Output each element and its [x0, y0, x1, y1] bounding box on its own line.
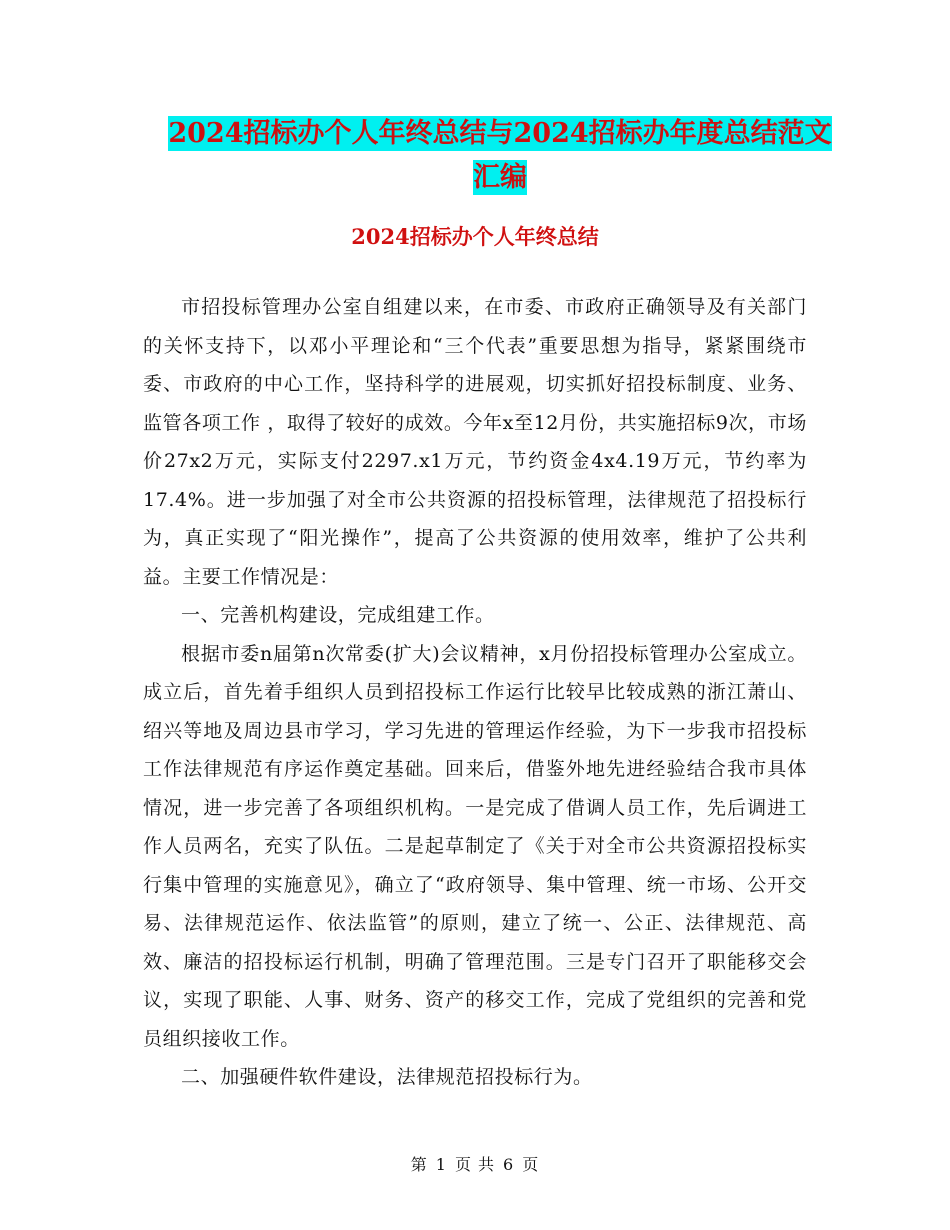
paragraph-heading-1: 一、完善机构建设，完成组建工作。: [181, 604, 495, 626]
title-line-1: 2024招标办个人年终总结与2024招标办年度总结范文: [168, 118, 832, 149]
footer-total-pages: 6: [503, 1155, 515, 1174]
page-footer: [0, 1154, 950, 1176]
paragraph-organization: 根据市委n届第n次常委(扩大)会议精神，x月份招投标管理办公室成立。成立后，首先着手组织人员到招投标工作运行比较早比较成熟的浙江萧山、绍兴等地及周边县市学习，学习先进的管理运作经验，为下一步我市招投标工作法律规范有序运作奠定基础。回来后，借鉴外地先进经验结合我市具体情况，进一步完善了各项组织机构。一是完成了借调人员工作，先后调进工作人员两名，充实了队伍。二是起草制定了《关于对全市公共资源招投标实行集中管理的实施意见》，确立了“政府领导、集中管理、统一市场、公开交易、法律规范运作、依法监管”的原则，建立了统一、公正、法律规范、高效、廉洁的招投标运行机制，明确了管理范围。三是专门召开了职能移交会议，实现了职能、人事、财务、资产的移交工作，完成了党组织的完善和党员组织接收工作。: [143, 642, 807, 1050]
footer-suffix: 页: [522, 1155, 540, 1174]
footer-page-number: 1: [435, 1155, 447, 1174]
footer-prefix: 第: [410, 1155, 428, 1174]
title-line-2: 汇编: [473, 162, 527, 193]
document-title: [130, 112, 870, 200]
document-body: [143, 288, 807, 1097]
paragraph-heading-2: 二、加强硬件软件建设，法律规范招投标行为。: [181, 1066, 593, 1088]
section-title: 2024招标办个人年终总结: [351, 224, 599, 249]
footer-middle: 页 共: [454, 1155, 496, 1174]
paragraph-intro: 市招投标管理办公室自组建以来，在市委、市政府正确领导及有关部门的关怀支持下，以邓小平理论和“三个代表”重要思想为指导，紧紧围绕市委、市政府的中心工作，坚持科学的进展观，切实抓好招投标制度、业务、监管各项工作 ，取得了较好的成效。今年x至12月份，共实施招标9次，市场价27x2万元，实际支付2297.x1万元，节约资金4x4.19万元，节约率为17.4%。进一步加强了对全市公共资源的招投标管理，法律规范了招投标行为，真正实现了“阳光操作”，提高了公共资源的使用效率，维护了公共利益。主要工作情况是：: [143, 296, 807, 588]
